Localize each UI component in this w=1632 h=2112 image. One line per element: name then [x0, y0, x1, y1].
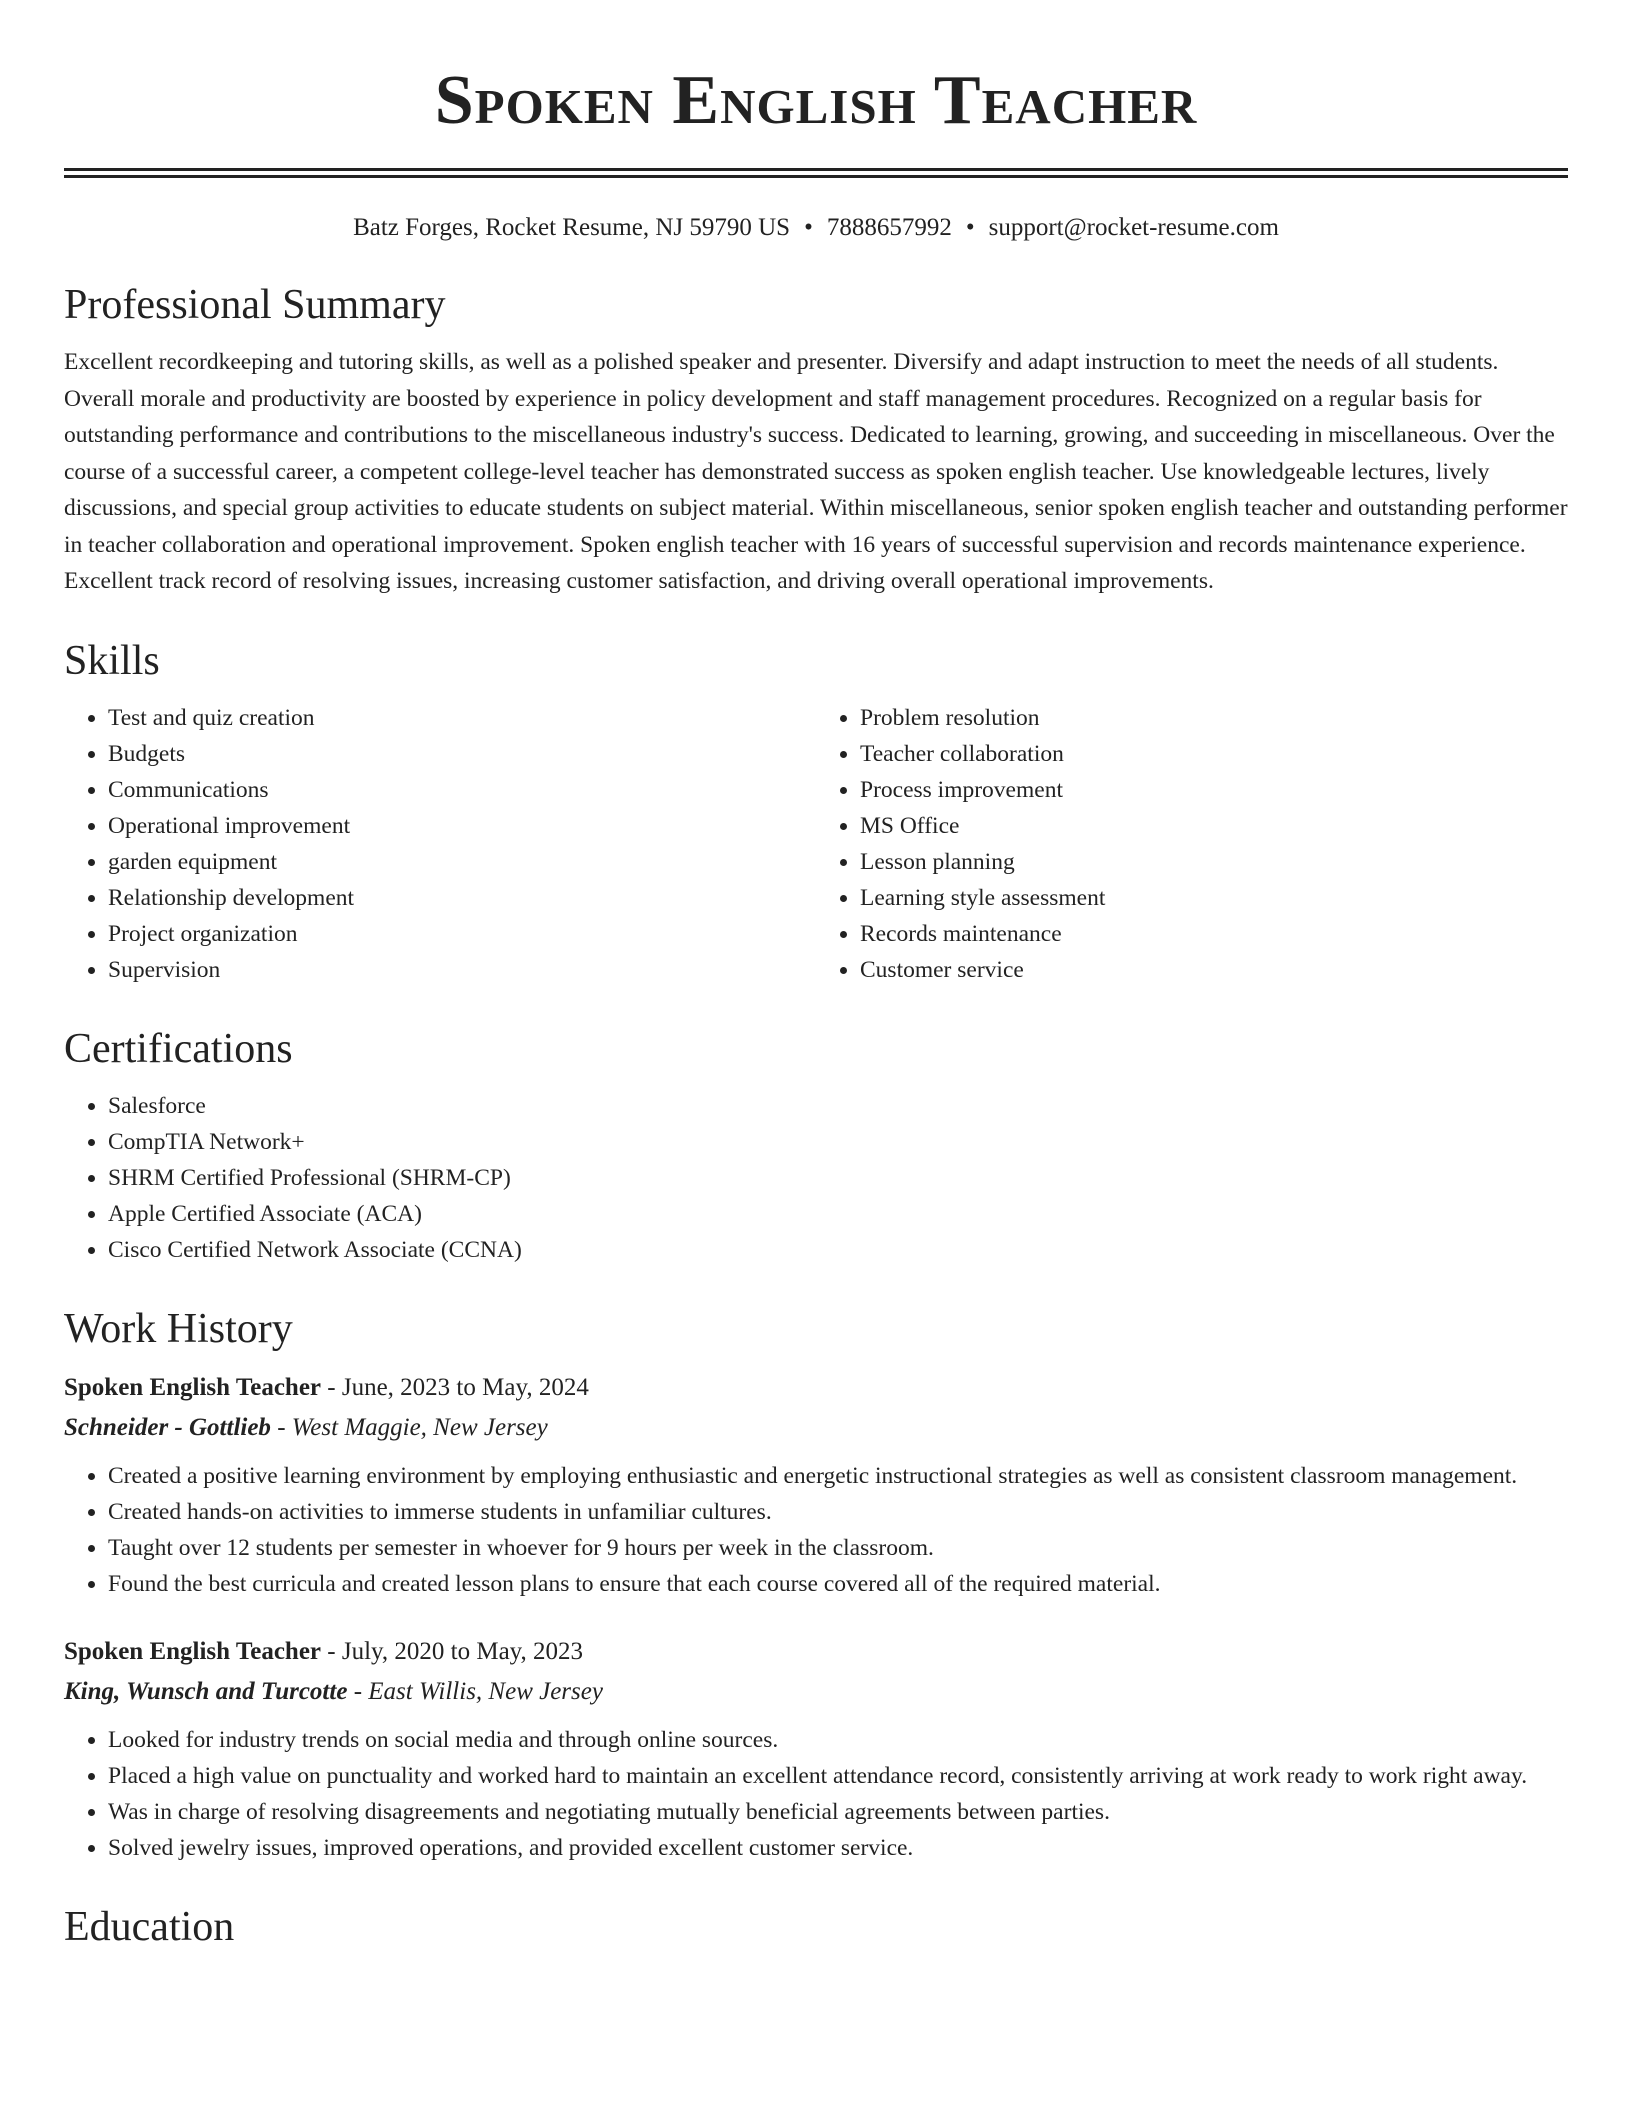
skills-heading: Skills [64, 637, 160, 684]
job-duty: • Created a positive learning environment by employing enthusiastic and energetic instructional strategies as well as consistent classroom management. [108, 1458, 1568, 1494]
skill-item: • Project organization [108, 916, 816, 952]
job-location: - West Maggie, New Jersey [270, 1413, 548, 1441]
job-dates: - June, 2023 to May, 2024 [321, 1373, 589, 1401]
header-double-rule [64, 168, 1568, 178]
skill-item: • MS Office [860, 808, 1568, 844]
skills-columns [64, 700, 1568, 988]
skill-item: • garden equipment [108, 844, 816, 880]
skill-item: • Supervision [108, 952, 816, 988]
contact-email: support@rocket-resume.com [988, 214, 1279, 241]
skill-item: • Operational improvement [108, 808, 816, 844]
job-duties-list [64, 1722, 1568, 1866]
job-duty: • Found the best curricula and created lesson plans to ensure that each course covered all of the required material. [108, 1566, 1568, 1602]
job-dates: - July, 2020 to May, 2023 [321, 1637, 584, 1665]
skill-item: • Problem resolution [860, 700, 1568, 736]
education-heading: Education [64, 1903, 235, 1950]
job-title-line [64, 1632, 1568, 1672]
job-duty: • Was in charge of resolving disagreements and negotiating mutually beneficial agreements between parties. [108, 1794, 1568, 1830]
job-company: King, Wunsch and Turcotte [64, 1677, 348, 1705]
skill-item: • Learning style assessment [860, 880, 1568, 916]
certification-item: • CompTIA Network+ [108, 1124, 1568, 1160]
job-duties-list [64, 1458, 1568, 1602]
skill-item: • Customer service [860, 952, 1568, 988]
certification-item: • SHRM Certified Professional (SHRM-CP) [108, 1160, 1568, 1196]
job-company-line [64, 1672, 1568, 1712]
skill-item: • Communications [108, 772, 816, 808]
contact-separator: • [804, 214, 813, 241]
summary-text: Excellent recordkeeping and tutoring skills, as well as a polished speaker and presenter. Diversify and adapt instruction to meet the needs of all students. Overall morale and productivity are boosted by experience in policy development and staff management procedures. Recognized on a regular basis for outstanding performance and contributions to the miscellaneous industry's success. Dedicated to learning, growing, and succeeding in miscellaneous. Over the course of a successful career, a competent college-level teacher has demonstrated success as spoken english teacher. Use knowledgeable lectures, lively discussions, and special group activities to educate students on subject material. Within miscellaneous, senior spoken english teacher and outstanding performer in teacher collaboration and operational improvement. Spoken english teacher with 16 years of successful supervision and records maintenance experience. Excellent track record of resolving issues, increasing customer satisfaction, and driving overall operational improvements. [64, 349, 1568, 594]
summary-heading: Professional Summary [64, 282, 446, 328]
skills-list-left [64, 700, 816, 988]
job-title-line [64, 1368, 1568, 1408]
certification-item: • Salesforce [108, 1088, 1568, 1124]
job-duty: • Taught over 12 students per semester in whoever for 9 hours per week in the classroom. [108, 1530, 1568, 1566]
skill-item: • Teacher collaboration [860, 736, 1568, 772]
skill-item: • Relationship development [108, 880, 816, 916]
skill-item: • Test and quiz creation [108, 700, 816, 736]
contact-separator: • [965, 214, 975, 241]
resume-name: Spoken English Teacher [434, 62, 1198, 139]
contact-phone: 7888657992 [826, 214, 952, 241]
skill-item: • Process improvement [860, 772, 1568, 808]
job-title: Spoken English Teacher [64, 1637, 322, 1665]
job-title: Spoken English Teacher [64, 1373, 322, 1401]
contact-address: Batz Forges, Rocket Resume, NJ 59790 US [353, 214, 791, 241]
skill-item: • Records maintenance [860, 916, 1568, 952]
job-entry [64, 1632, 1568, 1866]
job-company-line [64, 1408, 1568, 1448]
certifications-list [64, 1088, 1568, 1268]
job-duty: • Placed a high value on punctuality and worked hard to maintain an excellent attendance record, consistently arriving at work ready to work right away. [108, 1758, 1568, 1794]
job-company: Schneider - Gottlieb [64, 1413, 271, 1441]
job-duty: • Looked for industry trends on social media and through online sources. [108, 1722, 1568, 1758]
work-history-heading: Work History [64, 1305, 293, 1352]
skill-item: • Lesson planning [860, 844, 1568, 880]
certification-item: • Apple Certified Associate (ACA) [108, 1196, 1568, 1232]
skills-list-right [816, 700, 1568, 988]
job-duty: • Created hands-on activities to immerse students in unfamiliar cultures. [108, 1494, 1568, 1530]
contact-line [64, 212, 1568, 244]
certifications-heading: Certifications [64, 1025, 293, 1072]
job-entry [64, 1368, 1568, 1602]
certification-item: • Cisco Certified Network Associate (CCNA) [108, 1232, 1568, 1268]
job-location: - East Willis, New Jersey [347, 1677, 603, 1705]
job-duty: • Solved jewelry issues, improved operations, and provided excellent customer service. [108, 1830, 1568, 1866]
skill-item: • Budgets [108, 736, 816, 772]
